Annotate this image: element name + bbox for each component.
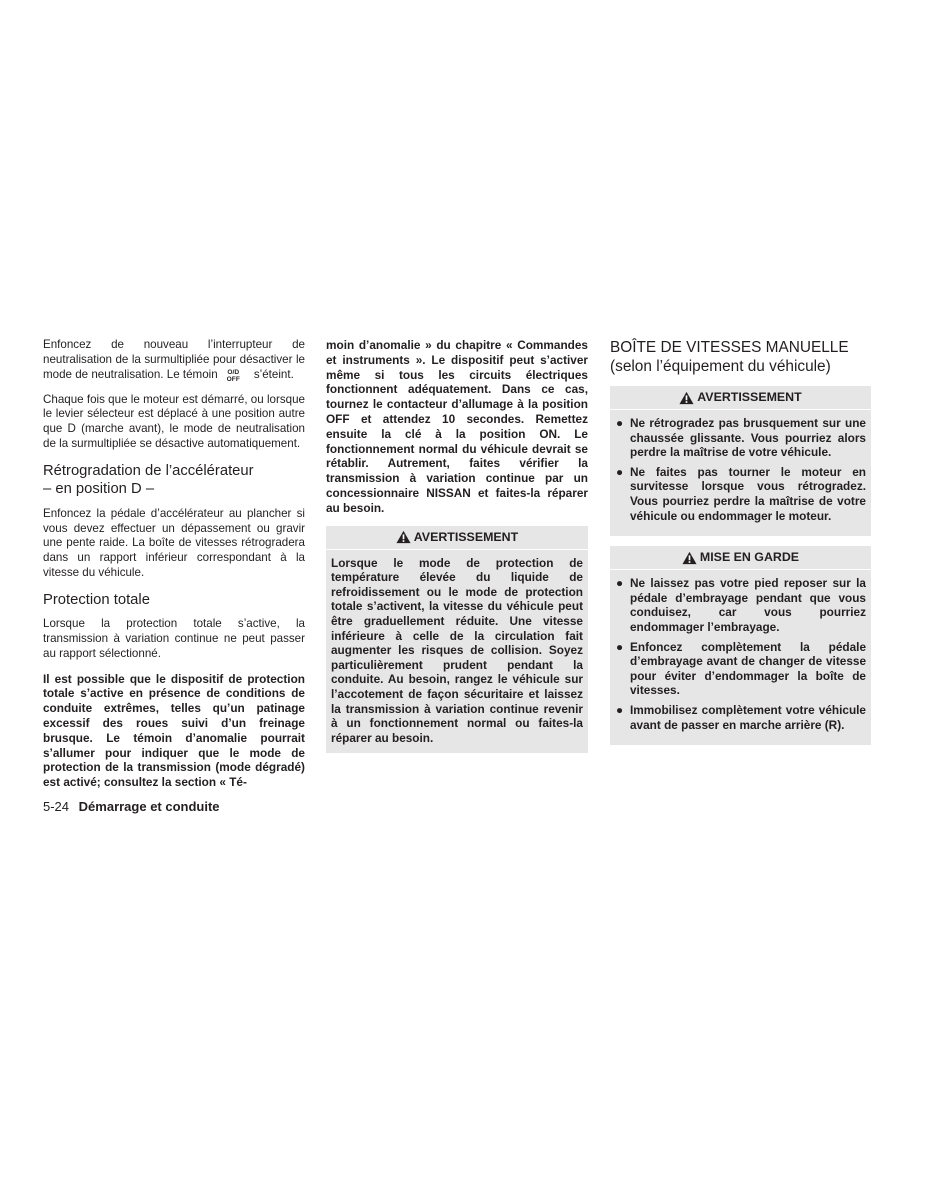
- caution-title-text: MISE EN GARDE: [699, 550, 800, 565]
- list-item-text: Ne laissez pas votre pied reposer sur la pédale d’embrayage pendant que vous conduisez, car vous pourriez endommager l’embrayage.: [630, 576, 866, 634]
- paragraph-fail-safe: Lorsque la protection totale s’active, la transmission à variation continue ne peut passer au rapport sélectionné.: [43, 617, 305, 660]
- od-icon-bottom: OFF: [226, 375, 240, 383]
- paragraph-fail-safe-continued: moin d’anomalie » du chapitre « Commandes et instruments ». Le dispositif peut s’activer même si tous les circuits électriques fonctionnent adéquatement. Dans ce cas, tournez le contacteur d’allumage à la position OFF et attendez 10 secondes. Remettez ensuite la clé à la position ON. Le fonctionnement normal du véhicule devrait se rétablir. Autrement, faites vérifier la transmission à variation continue par un concessionnaire NISSAN et faites-la réparer au besoin.: [326, 338, 588, 515]
- heading-manual-line2: (selon l’équipement du véhicule): [610, 358, 831, 375]
- list-item-text: Ne rétrogradez pas brusquement sur une chaussée glissante. Vous pourriez alors perdre la maîtrise de votre véhicule.: [630, 416, 866, 460]
- warning-box-title: [326, 526, 588, 550]
- warning-triangle-icon: [679, 391, 694, 405]
- bullet-icon: ●: [616, 416, 624, 430]
- heading-kickdown-line2: – en position D –: [43, 481, 155, 498]
- od-icon-top: O/D: [227, 368, 240, 376]
- bullet-icon: ●: [616, 576, 624, 591]
- page-footer: [43, 799, 220, 815]
- paragraph-od-reset: Chaque fois que le moteur est démarré, ou lorsque le levier sélecteur est déplacé à une position autre que D (marche avant), le mode de neutralisation de la surmultipliée se désactive automatiquement.: [43, 392, 305, 450]
- column-right: [610, 338, 871, 755]
- paragraph-text: Enfoncez de nouveau l’interrupteur de neutralisation de la surmultipliée pour désactiver le mode de neutralisation. Le témoin: [43, 338, 305, 381]
- column-left: [43, 338, 305, 800]
- page-number: 5-24: [43, 799, 70, 814]
- heading-manual-transmission: [610, 338, 871, 376]
- heading-kickdown-line1: Rétrogradation de l’accélérateur: [43, 462, 254, 479]
- list-item: [615, 465, 866, 523]
- section-title: Démarrage et conduite: [78, 799, 220, 814]
- list-item-text: Ne faites pas tourner le moteur en survitesse lorsque vous rétrogradez. Vous pourriez perdre la maîtrise de votre véhicule ou endommager le moteur.: [630, 464, 866, 523]
- list-item-text: Immobilisez complètement votre véhicule avant de passer en marche arrière (R).: [630, 702, 866, 732]
- column-middle: [326, 338, 588, 763]
- heading-manual-line1: BOÎTE DE VITESSES MANUELLE: [610, 339, 849, 356]
- bullet-icon: ●: [616, 702, 624, 717]
- bullet-icon: ●: [616, 464, 624, 479]
- list-item: [615, 703, 866, 732]
- warning-box-manual-title: [610, 386, 871, 410]
- warning-box: [326, 526, 588, 754]
- bullet-icon: ●: [616, 639, 624, 654]
- caution-box: [610, 546, 871, 745]
- list-item-text: Enfoncez complètement la pédale d’embrayage avant de changer de vitesse pour éviter d’endommager la boîte de vitesses.: [630, 639, 866, 698]
- paragraph-text-end: s’éteint.: [253, 367, 294, 381]
- warning-title-text: AVERTISSEMENT: [413, 529, 519, 544]
- warning-list: [610, 410, 871, 523]
- warning-triangle-icon: [396, 530, 411, 544]
- warning-triangle-icon: [682, 551, 697, 565]
- warning-title-text: AVERTISSEMENT: [697, 390, 802, 404]
- list-item: [615, 576, 866, 634]
- paragraph-fail-safe-bold: Il est possible que le dispositif de protection totale s’active en présence de conditions de conduite extrêmes, telles qu’un patinage excessif des roues suivi d’un freinage brusque. Le témoin d’anomalie pourrait s’allumer pour indiquer que le mode de protection de la transmission (mode dégradé) est activé; consultez la section « Té-: [43, 671, 305, 790]
- caution-box-title: [610, 546, 871, 570]
- od-off-indicator-icon: [227, 369, 240, 383]
- caution-list: [610, 570, 871, 732]
- warning-box-text: Lorsque le mode de protection de température élevée du liquide de refroidissement ou le mode de protection totale s’activent, la vitesse du véhicule peut être graduellement réduite. Une vitesse inférieure à celle de la circulation fait augmenter les risques de collision. Soyez particulièrement prudent pendant la conduite. Au besoin, rangez le véhicule sur l’accotement de façon sécuritaire et laissez la transmission à variation continue revenir à un fonctionnement normal ou faites-la réparer au besoin.: [331, 555, 583, 745]
- list-item: [615, 416, 866, 460]
- list-item: [615, 640, 866, 698]
- paragraph-kickdown: Enfoncez la pédale d’accélérateur au plancher si vous devez effectuer un dépassement ou gravir une pente raide. La boîte de vitesses rétrogradera dans un rapport inférieur correspondant à la vitesse du véhicule.: [43, 506, 305, 579]
- heading-kickdown: [43, 462, 305, 499]
- warning-box-manual: [610, 386, 871, 536]
- heading-fail-safe: Protection totale: [43, 591, 150, 608]
- paragraph-od-off: [43, 338, 305, 383]
